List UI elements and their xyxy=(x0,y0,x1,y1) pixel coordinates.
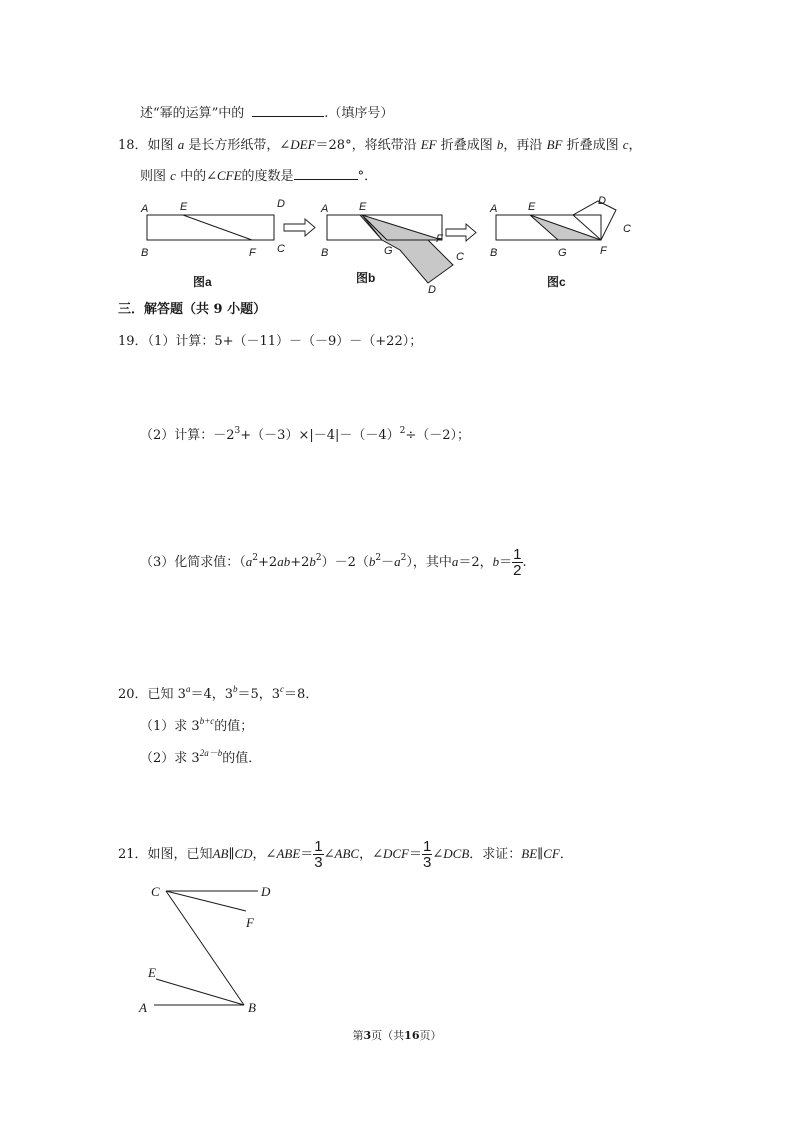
arrow-right-icon xyxy=(284,219,315,236)
fraction-denominator: 3 xyxy=(314,854,323,871)
q21-text: ．求证： xyxy=(469,847,522,862)
figure-c xyxy=(489,195,631,289)
q20-exp: b+c xyxy=(199,716,215,726)
q18-line1 xyxy=(118,136,642,155)
label-c-D: D xyxy=(598,195,606,207)
q18-text: 折叠成图 xyxy=(566,138,619,153)
fraction-one-third xyxy=(313,839,323,870)
q18-answer-blank[interactable] xyxy=(294,166,358,180)
label-a-C: C xyxy=(277,243,285,255)
q19-var: ab xyxy=(277,554,291,569)
q20-text: ＝4，3 xyxy=(190,687,233,702)
label-b-G: G xyxy=(384,245,393,257)
q21-var: ABC xyxy=(334,846,360,861)
fraction-denominator: 3 xyxy=(423,854,432,871)
q19-text: +（－3）×|－4|－（－4） xyxy=(240,428,400,443)
q19-text: （1）计算：5+（－11）－（－9）－（+22）； xyxy=(147,334,423,349)
q20-part2 xyxy=(140,750,261,768)
q21-text: ． xyxy=(559,847,573,862)
label-b-F: F xyxy=(436,233,443,245)
q20-exp: a xyxy=(185,684,191,694)
q20-part1 xyxy=(140,718,253,736)
q21-var: CF xyxy=(543,846,560,861)
q18-text: °． xyxy=(357,169,378,184)
q18-figures xyxy=(0,190,794,300)
q21-figure xyxy=(130,875,330,1025)
fraction-one-half xyxy=(512,547,522,578)
q18-text: 中的∠ xyxy=(180,169,217,184)
page-total: 16 xyxy=(404,1029,420,1042)
page-number: 3 xyxy=(363,1029,372,1042)
figure-a xyxy=(140,198,285,289)
fraction-one-third xyxy=(422,839,432,870)
label-E: E xyxy=(148,965,156,980)
q19-text: ），其中 xyxy=(406,555,452,570)
question-number: 20． xyxy=(118,687,148,702)
question-number: 21． xyxy=(118,847,148,862)
q21-text: ∠ xyxy=(323,847,335,862)
q18-var: c xyxy=(622,137,629,152)
caption-c: 图c xyxy=(547,275,566,289)
q20-line1 xyxy=(118,686,318,704)
q20-text: （1）求 3 xyxy=(140,719,200,734)
q19-text: ÷（－2）； xyxy=(405,428,471,443)
label-c-F: F xyxy=(600,245,607,257)
question-number: 18． xyxy=(118,138,148,153)
q19-var: b xyxy=(309,554,316,569)
q19-exp: 2 xyxy=(399,426,406,436)
fraction-numerator: 1 xyxy=(513,546,522,563)
label-a-F: F xyxy=(249,247,256,259)
q20-text: （2）求 3 xyxy=(140,751,200,766)
q20-text: 的值； xyxy=(214,719,254,734)
q18-text: ＝28°，将纸带沿 xyxy=(315,138,417,153)
fraction-numerator: 1 xyxy=(423,838,432,855)
q19-text: （3）化简求值：（ xyxy=(140,555,246,570)
q20-text: ＝8． xyxy=(284,687,319,702)
q18-text: 的度数是 xyxy=(241,169,294,184)
q20-text: 已知 3 xyxy=(147,687,186,702)
q18-var: DEF xyxy=(290,137,316,152)
q19-text: +2 xyxy=(290,555,310,570)
section-title: 三．解答题（共 9 小题） xyxy=(118,302,267,317)
label-F: F xyxy=(246,915,254,930)
label-b-D: D xyxy=(428,284,436,296)
q18-text: 折叠成图 xyxy=(440,138,493,153)
q18-var: CFE xyxy=(216,168,242,183)
q18-var: a xyxy=(177,137,185,152)
q21-var: DCF xyxy=(383,846,409,861)
q19-text: ＝ xyxy=(499,555,513,570)
q18-var: EF xyxy=(420,137,437,152)
q19-text: （2）计算：－2 xyxy=(140,428,235,443)
caption-b: 图b xyxy=(356,271,376,285)
label-c-A: A xyxy=(490,203,498,215)
q21-text: ＝ xyxy=(300,847,314,862)
q20-text: 的值． xyxy=(222,751,262,766)
label-c-B: B xyxy=(490,247,498,259)
q21-var: ABE xyxy=(276,846,301,861)
label-a-A: A xyxy=(141,203,149,215)
q18-var: b xyxy=(496,137,504,152)
label-b-C: C xyxy=(456,251,464,263)
q17-text: 述“幂的运算”中的 xyxy=(140,106,245,121)
label-D: D xyxy=(261,884,271,899)
label-b-A: A xyxy=(321,203,329,215)
label-A: A xyxy=(139,1000,147,1015)
figure-b xyxy=(320,201,464,296)
label-c-G: G xyxy=(558,247,567,259)
q19-exp: 2 xyxy=(400,553,407,563)
footer-text: 页（共 xyxy=(371,1029,405,1042)
label-c-C: C xyxy=(623,223,631,235)
q18-text: ， xyxy=(628,138,642,153)
q18-var: BF xyxy=(546,137,563,152)
q18-var: c xyxy=(170,168,176,183)
q21-var: AB xyxy=(212,846,229,861)
q18-text: 则图 xyxy=(140,169,167,184)
q20-exp: 2a－b xyxy=(199,748,223,758)
q19-part3 xyxy=(140,545,527,580)
q19-var: a xyxy=(394,554,401,569)
q20-text: ＝5，3 xyxy=(237,687,281,702)
q21-text: ，∠ xyxy=(359,847,383,862)
q19-text: +2 xyxy=(258,555,278,570)
label-c-E: E xyxy=(528,201,536,213)
q19-text: ＝2， xyxy=(458,555,493,570)
q21-var: CD xyxy=(234,846,253,861)
q19-exp: 2 xyxy=(315,553,322,563)
q19-text: － xyxy=(381,555,395,570)
q21-text: 如图，已知 xyxy=(147,847,213,862)
q21-text: ∥ xyxy=(228,847,235,862)
fraction-denominator: 2 xyxy=(513,562,522,579)
q17-tail xyxy=(140,103,393,123)
fraction-numerator: 1 xyxy=(314,838,323,855)
label-C: C xyxy=(151,884,160,899)
q20-exp: b xyxy=(233,684,238,694)
label-a-E: E xyxy=(180,201,188,213)
q19-exp: 2 xyxy=(375,553,382,563)
q21-var: BE xyxy=(521,846,538,861)
footer-text: 页） xyxy=(419,1029,442,1042)
page-footer xyxy=(0,1027,794,1043)
q17-text-end: .（填序号） xyxy=(324,106,394,121)
q19-text: . xyxy=(522,555,527,570)
q18-text: 如图 xyxy=(147,138,174,153)
q21-text: ，∠ xyxy=(252,847,277,862)
q21-text: ∥ xyxy=(537,847,544,862)
footer-text: 第 xyxy=(352,1029,364,1042)
label-b-E: E xyxy=(359,201,367,213)
q17-answer-blank[interactable] xyxy=(252,103,324,117)
label-B: B xyxy=(248,1000,256,1015)
q19-var: b xyxy=(492,554,500,569)
label-a-B: B xyxy=(141,247,149,259)
q21-text: ＝ xyxy=(409,847,423,862)
q19-var: a xyxy=(245,554,253,569)
label-a-D: D xyxy=(277,198,285,210)
q21-var: DCB xyxy=(443,846,470,861)
q19-exp: 2 xyxy=(252,553,259,563)
caption-a: 图a xyxy=(193,275,212,289)
q19-exp: 3 xyxy=(234,426,241,436)
question-number: 19． xyxy=(118,334,148,349)
q18-text: 是长方形纸带，∠ xyxy=(188,138,291,153)
q19-var: b xyxy=(368,554,376,569)
q19-text: ）－2（ xyxy=(321,555,369,570)
q21-text: ∠ xyxy=(432,847,444,862)
arrow-right-icon xyxy=(446,224,476,241)
q21-line xyxy=(118,836,573,873)
label-b-B: B xyxy=(321,247,329,259)
q19-var: a xyxy=(451,554,459,569)
q20-exp: c xyxy=(280,684,285,694)
q19-part2 xyxy=(140,427,470,445)
q19-part1 xyxy=(118,333,422,351)
q18-text: ，再沿 xyxy=(503,138,543,153)
q18-line2 xyxy=(140,166,377,186)
